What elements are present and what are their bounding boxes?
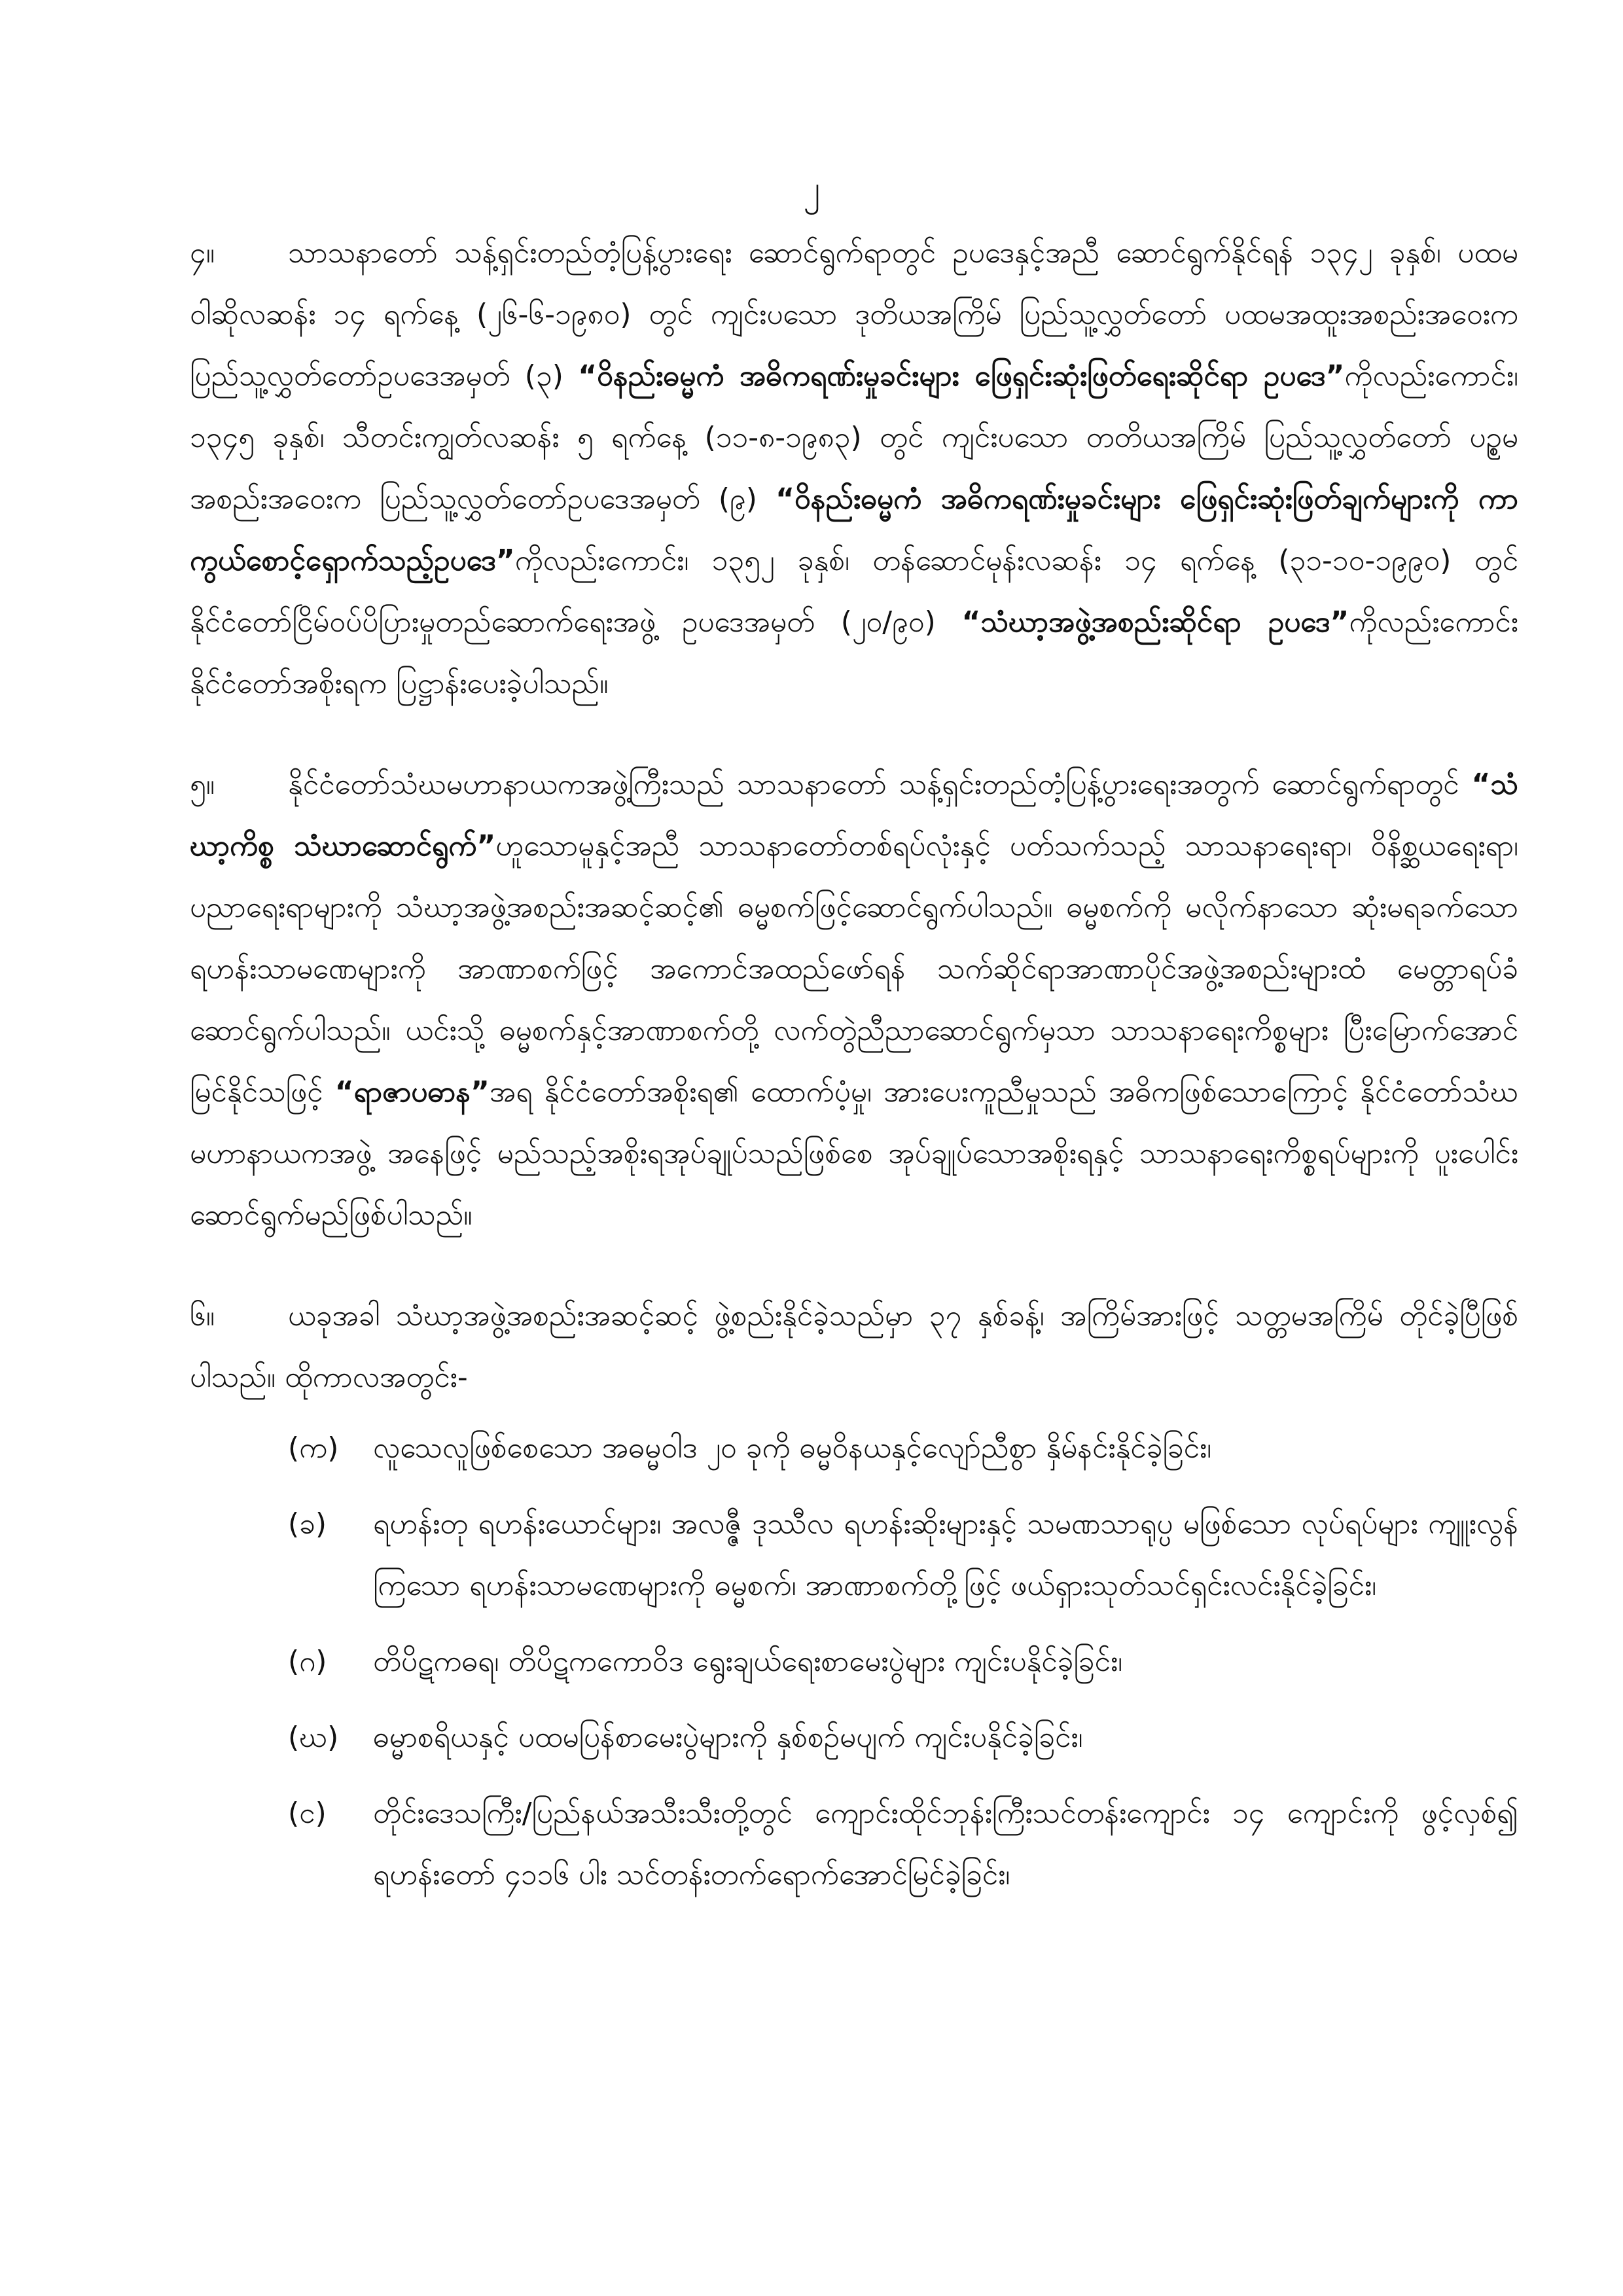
list-marker: (ဃ) bbox=[288, 1721, 339, 1754]
document-body bbox=[190, 223, 1518, 1920]
paragraph-number: ၄။ bbox=[190, 236, 215, 270]
paragraph-text: ဟူသောမူနှင့်အညီ သာသနာတော်တစ်ရပ်လုံးနှင့် ပတ်သက်သည့် သာသနာရေးရာ၊ ဝိနိစ္ဆယရေးရာ၊ ပညာရေးရာများကို သံဃာ့အဖွဲ့အစည်းအဆင့်ဆင့်၏ ဓမ္မစက်ဖြင့်ဆောင်ရွက်ပါသည်။ ဓမ္မစက်ကို မလိုက်နာသော ဆုံးမရခက်သော ရဟန်းသာမဏေများကို အာဏာစက်ဖြင့် အကောင်အထည်ဖော်ရန် သက်ဆိုင်ရာအာဏာပိုင်အဖွဲ့အစည်းများထံ မေတ္တာရပ်ခံ ဆောင်ရွက်ပါသည်။ ယင်းသို့ ဓမ္မစက်နှင့်အာဏာစက်တို့ လက်တွဲညီညာဆောင်ရွက်မှသာ သာသနာရေးကိစ္စများ ပြီးမြောက်အောင်မြင်နိုင်သဖြင့် bbox=[190, 829, 1518, 1109]
list-item-text: လူသေလူဖြစ်စေသော အဓမ္မဝါဒ ၂၀ ခုကို ဓမ္မဝိနယနှင့်လျော်ညီစွာ နှိမ်နင်းနိုင်ခဲ့ခြင်း၊ bbox=[373, 1431, 1212, 1465]
list-item bbox=[190, 1783, 1518, 1906]
paragraph-number: ၅။ bbox=[190, 768, 215, 801]
principle-bold: “ရာဇာပဓာန” bbox=[334, 1075, 490, 1109]
paragraph-number: ၆။ bbox=[190, 1299, 215, 1333]
paragraph-text: ကိုလည်းကောင်း၊ ၁၃၅၂ ခုနှစ်၊ တန်ဆောင်မုန်းလဆန်း ၁၄ ရက်နေ့ (၃၁-၁၀-၁၉၉၀) တွင် နိုင်ငံတော်ငြိမ်ဝပ်ပိပြားမှုတည်ဆောက်ရေးအဖွဲ့ ဥပဒေအမှတ် (၂၀/၉၀) bbox=[190, 544, 1518, 639]
motto-bold: “သံဃာ့ကိစ္စ သံဃာဆောင်ရွက်” bbox=[190, 768, 1518, 863]
list-marker: (ခ) bbox=[288, 1507, 327, 1541]
list-marker: (ဂ) bbox=[288, 1645, 327, 1678]
list-item-text: တိပိဋကဓရ၊ တိပိဋကကောဝိဒ ရွေးချယ်ရေးစာမေးပွဲများ ကျင်းပနိုင်ခဲ့ခြင်း၊ bbox=[373, 1645, 1123, 1678]
paragraph-text: အရ နိုင်ငံတော်အစိုးရ၏ ထောက်ပံ့မှု၊ အားပေးကူညီမှုသည် အဓိကဖြစ်သောကြောင့် နိုင်ငံတော်သံဃမဟာနာယကအဖွဲ့ အနေဖြင့် မည်သည့်အစိုးရအုပ်ချုပ်သည်ဖြစ်စေ အုပ်ချုပ်သောအစိုးရနှင့် သာသနာရေးကိစ္စရပ်များကို ပူးပေါင်းဆောင်ရွက်မည်ဖြစ်ပါသည်။ bbox=[190, 1075, 1518, 1232]
list-item bbox=[190, 1418, 1518, 1479]
law-title-bold: “ဝိနည်းဓမ္မကံ အဓိကရဏ်းမှုခင်းများ ဖြေရှင်းဆုံးဖြတ်ချက်များကို ကာကွယ်စောင့်ရှောက်သည့်ဥပဒေ” bbox=[190, 482, 1518, 577]
page-number: ၂ bbox=[803, 169, 820, 208]
list-item-text: ရဟန်းတု ရဟန်းယောင်များ၊ အလဇ္ဇီ ဒုဿီလ ရဟန်းဆိုးများနှင့် သမဏသာရုပ္ပ မဖြစ်သော လုပ်ရပ်များ ကျူးလွန်ကြသော ရဟန်းသာမဏေများကို ဓမ္မစက်၊ အာဏာစက်တို့ဖြင့် ဖယ်ရှားသုတ်သင်ရှင်းလင်းနိုင်ခဲ့ခြင်း၊ bbox=[373, 1507, 1518, 1602]
law-title-bold: “ဝိနည်းဓမ္မကံ အဓိကရဏ်းမှုခင်းများ ဖြေရှင်းဆုံးဖြတ်ရေးဆိုင်ရာ ဥပဒေ” bbox=[578, 359, 1345, 393]
paragraph-text: နိုင်ငံတော်သံဃမဟာနာယကအဖွဲ့ကြီးသည် သာသနာတော် သန့်ရှင်းတည်တံ့ပြန့်ပွားရေးအတွက် ဆောင်ရွက်ရာတွင် bbox=[288, 768, 1472, 801]
paragraph-text: ကိုလည်းကောင်း၊ ၁၃၄၅ ခုနှစ်၊ သီတင်းကျွတ်လဆန်း ၅ ရက်နေ့ (၁၁-၈-၁၉၈၃) တွင် ကျင်းပသော တတိယအကြိမ် ပြည်သူ့လွှတ်တော် ပဉ္စမအစည်းအဝေးက ပြည်သူ့လွှတ်တော်ဥပဒေအမှတ် (၉) bbox=[190, 359, 1518, 516]
paragraph-text: သာသနာတော် သန့်ရှင်းတည်တံ့ပြန့်ပွားရေး ဆောင်ရွက်ရာတွင် ဥပဒေနှင့်အညီ ဆောင်ရွက်နိုင်ရန် ၁၃၄၂ ခုနှစ်၊ ပထမဝါဆိုလဆန်း ၁၄ ရက်နေ့ (၂၆-၆-၁၉၈၀) တွင် ကျင်းပသော ဒုတိယအကြိမ် ပြည်သူ့လွှတ်တော် ပထမအထူးအစည်းအဝေးက ပြည်သူ့လွှတ်တော်ဥပဒေအမှတ် (၃) bbox=[190, 236, 1518, 393]
paragraph-4 bbox=[190, 223, 1518, 715]
paragraph-text: ကိုလည်းကောင်း နိုင်ငံတော်အစိုးရက ပြဋ္ဌာန်းပေးခဲ့ပါသည်။ bbox=[190, 605, 1518, 700]
paragraph-5 bbox=[190, 754, 1518, 1246]
list-marker: (င) bbox=[288, 1797, 327, 1830]
list-item-text: တိုင်းဒေသကြီး/ပြည်နယ်အသီးသီးတို့တွင် ကျောင်းထိုင်ဘုန်းကြီးသင်တန်းကျောင်း ၁၄ ကျောင်းကို ဖွင့်လှစ်၍ ရဟန်းတော် ၄၁၁၆ ပါး သင်တန်းတက်ရောက်အောင်မြင်ခဲ့ခြင်း၊ bbox=[373, 1797, 1518, 1892]
list-item bbox=[190, 1631, 1518, 1693]
list-item bbox=[190, 1707, 1518, 1768]
paragraph-6 bbox=[190, 1285, 1518, 1408]
list-item-text: ဓမ္မာစရိယနှင့် ပထမပြန်စာမေးပွဲများကို နှစ်စဉ်မပျက် ကျင်းပနိုင်ခဲ့ခြင်း၊ bbox=[373, 1721, 1083, 1754]
list-item bbox=[190, 1494, 1518, 1617]
law-title-bold: “သံဃာ့အဖွဲ့အစည်းဆိုင်ရာ ဥပဒေ” bbox=[961, 605, 1349, 639]
paragraph-text: ယခုအခါ သံဃာ့အဖွဲ့အစည်းအဆင့်ဆင့် ဖွဲ့စည်းနိုင်ခဲ့သည်မှာ ၃၇ နှစ်ခန့်၊ အကြိမ်အားဖြင့် သတ္တမအကြိမ် တိုင်ခဲ့ပြီဖြစ်ပါသည်။ ထိုကာလအတွင်း- bbox=[190, 1299, 1518, 1394]
list-marker: (က) bbox=[288, 1431, 339, 1465]
achievements-list bbox=[190, 1418, 1518, 1906]
